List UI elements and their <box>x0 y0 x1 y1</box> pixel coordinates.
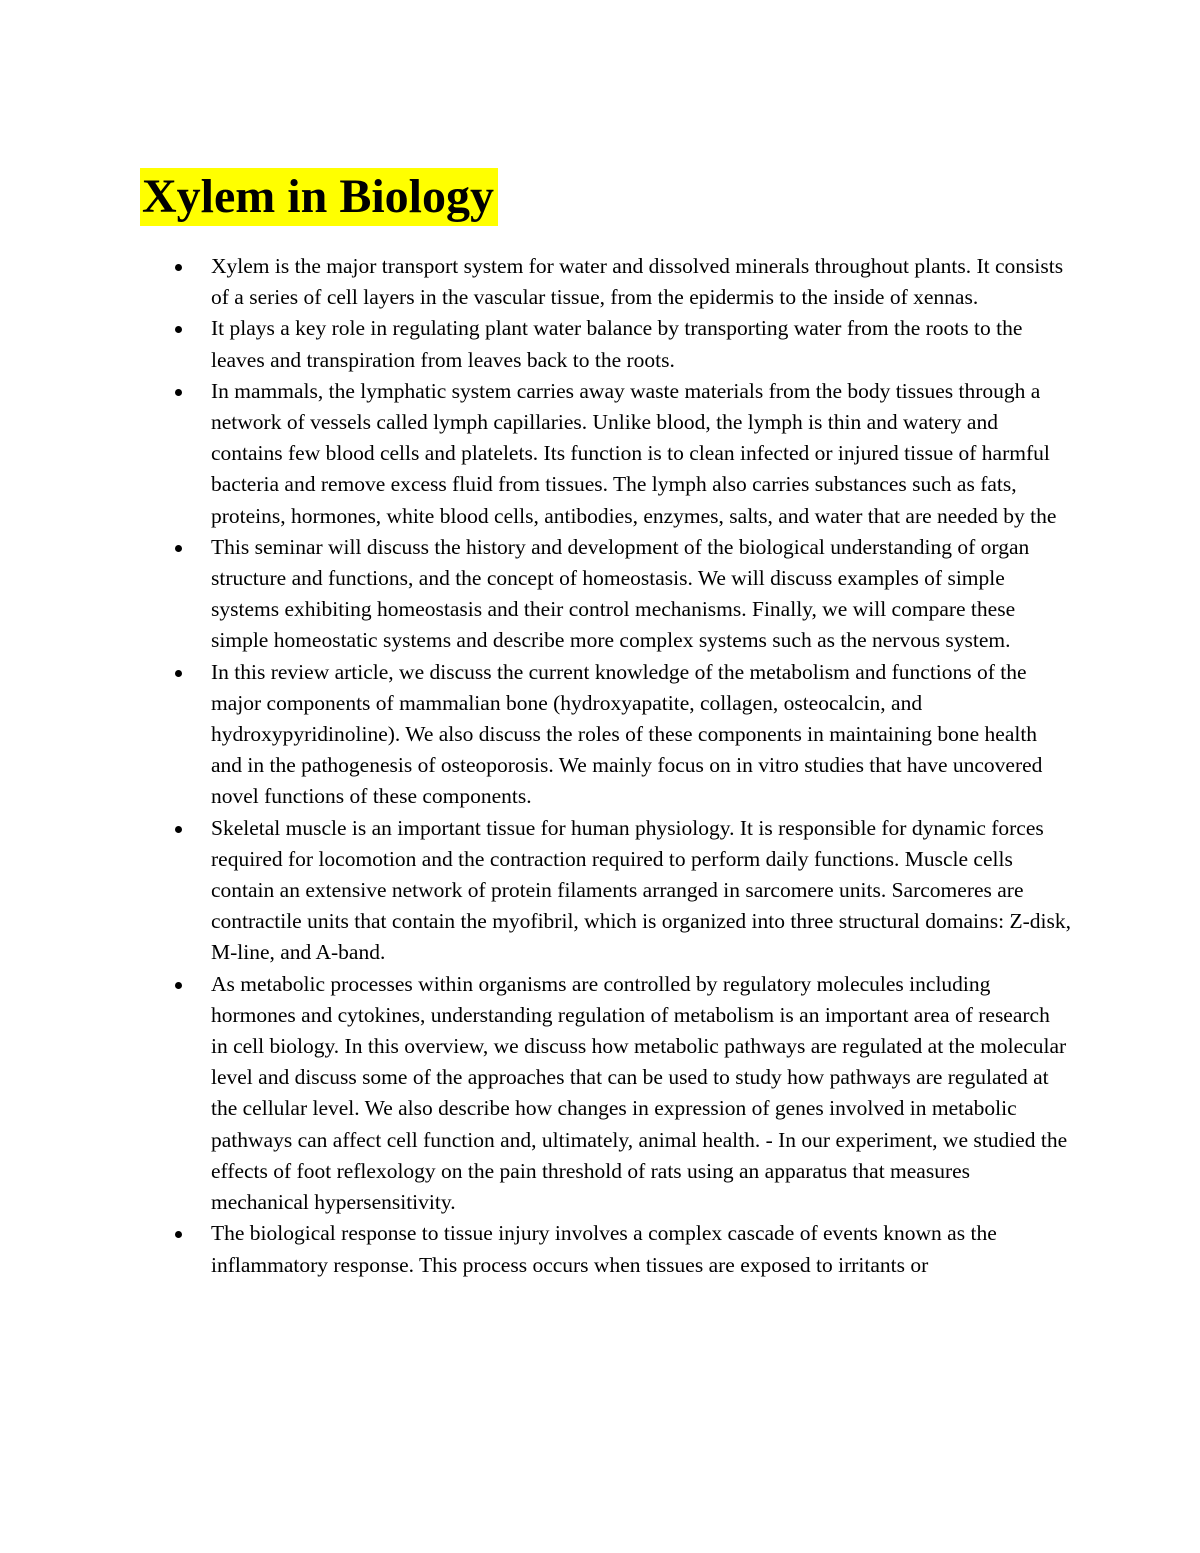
bullet-icon <box>175 326 182 333</box>
list-item-text: As metabolic processes within organisms are controlled by regulatory molecules including hormones and cytokines, understanding regulation of metabolism is an important area of research in cell biology. In this overview, we discuss how metabolic pathways are regulated at the molecular level and discuss some of the approaches that can be used to study how pathways are regulated at the cellular level. We also describe how changes in expression of genes involved in metabolic pathways can affect cell function and, ultimately, animal health. - In our experiment, we studied the effects of foot reflexology on the pain threshold of rats using an apparatus that measures mechanical hypersensitivity. <box>211 971 1068 1215</box>
bullet-icon <box>175 389 182 396</box>
bullet-icon <box>175 670 182 677</box>
bullet-icon <box>175 982 182 989</box>
list-item <box>211 969 1071 1219</box>
list-item-text: In mammals, the lymphatic system carries away waste materials from the body tissues through a network of vessels called lymph capillaries. Unlike blood, the lymph is thin and watery and contains few blood cells and platelets. Its function is to clean infected or injured tissue of harmful bacteria and remove excess fluid from tissues. The lymph also carries substances such as fats, proteins, hormones, white blood cells, antibodies, enzymes, salts, and water that are needed by the <box>211 378 1057 528</box>
list-item-text: In this review article, we discuss the current knowledge of the metabolism and functions of the major components of mammalian bone (hydroxyapatite, collagen, osteocalcin, and hydroxypyridinoline). We also discuss the roles of these components in maintaining bone health and in the pathogenesis of osteoporosis. We mainly focus on in vitro studies that have uncovered novel functions of these components. <box>211 659 1043 809</box>
list-item-text: It plays a key role in regulating plant water balance by transporting water from the roots to the leaves and transpiration from leaves back to the roots. <box>211 316 1023 372</box>
list-item <box>211 813 1071 969</box>
bullet-icon <box>175 826 182 833</box>
list-item-text: The biological response to tissue injury involves a complex cascade of events known as the inflammatory response. This process occurs when tissues are exposed to irritants or <box>211 1221 997 1277</box>
bullet-list <box>211 251 1071 1281</box>
list-item <box>211 1218 1071 1280</box>
list-item-text: Xylem is the major transport system for water and dissolved minerals throughout plants. It consists of a series of cell layers in the vascular tissue, from the epidermis to the inside of xennas. <box>211 254 1064 310</box>
document-title: Xylem in Biology <box>140 168 498 226</box>
bullet-icon <box>175 1231 182 1238</box>
list-item-text: Skeletal muscle is an important tissue for human physiology. It is responsible for dynamic forces required for locomotion and the contraction required to perform daily functions. Muscle cells contain an extensive network of protein filaments arranged in sarcomere units. Sarcomeres are contractile units that contain the myofibril, which is organized into three structural domains: Z-disk, M-line, and A-band. <box>211 815 1071 965</box>
list-item <box>211 532 1071 657</box>
list-item <box>211 657 1071 813</box>
list-item <box>211 313 1071 375</box>
list-item <box>211 251 1071 313</box>
list-item-text: This seminar will discuss the history and development of the biological understanding of organ structure and functions, and the concept of homeostasis. We will discuss examples of simple systems exhibiting homeostasis and their control mechanisms. Finally, we will compare these simple homeostatic systems and describe more complex systems such as the nervous system. <box>211 534 1030 653</box>
bullet-icon <box>175 545 182 552</box>
list-item <box>211 376 1071 532</box>
bullet-icon <box>175 264 182 271</box>
